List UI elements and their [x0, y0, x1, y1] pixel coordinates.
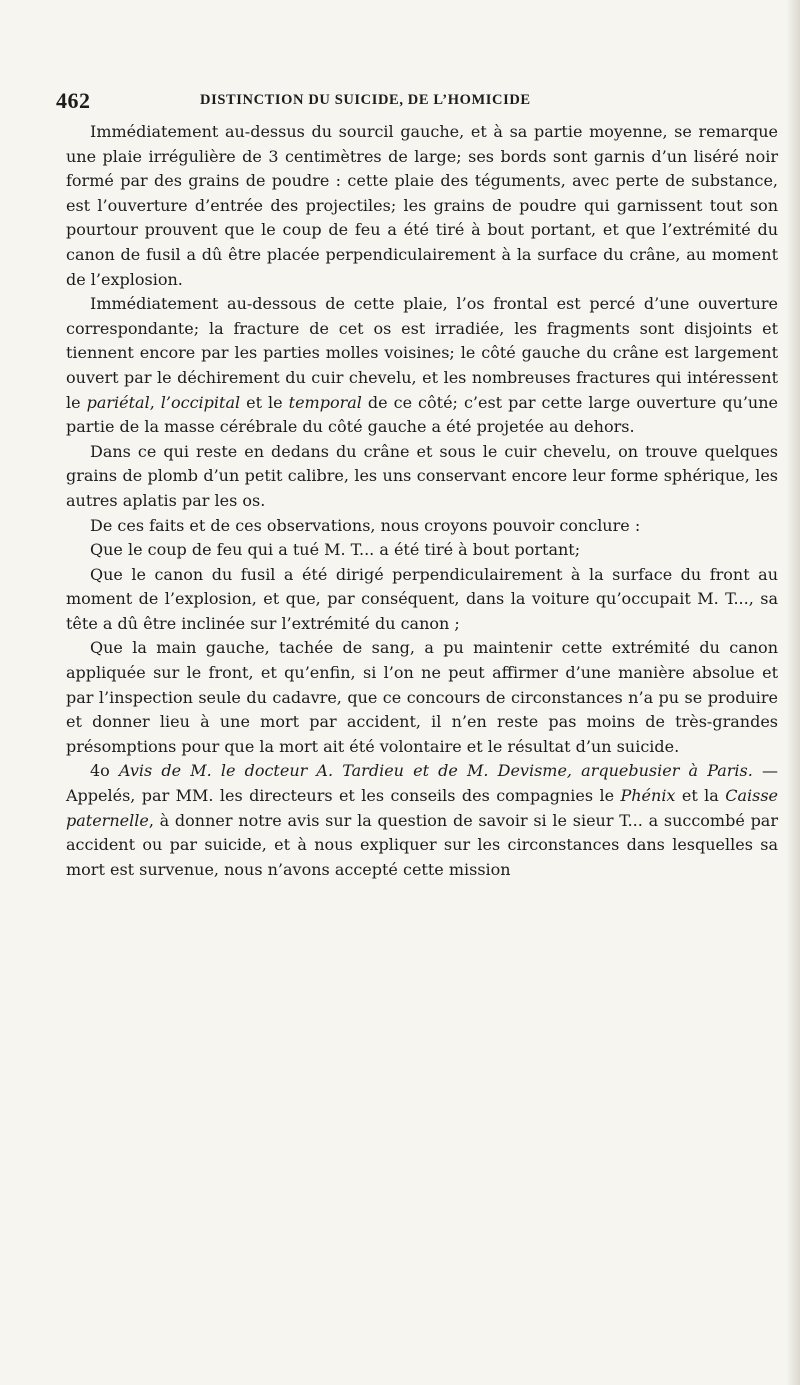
paragraph: Dans ce qui reste en dedans du crâne et sous le cuir chevelu, on trouve quelques grains de plomb d’un petit calibre, les uns conservant encore leur forme sphérique, les autres aplatis par les os.	[66, 441, 778, 510]
text-run: , à donner notre avis sur la question de savoir si le sieur T... a succombé par accident ou par suicide, et à nous expliquer sur les circonstances dans lesquelles sa mort est survenue, nous n’avons accepté cette mission	[66, 810, 778, 879]
paragraph: Que la main gauche, tachée de sang, a pu maintenir cette extrémité du canon appliquée sur le front, et qu’enfin, si l’on ne peut affirmer d’une manière absolue et par l’inspection seule du cadavre, que ce concours de circonstances n’a pu se produire et donner lieu à une mort par accident, il n’en reste pas moins de très-grandes présomptions pour que la mort ait été volontaire et le résultat d’un suicide.	[66, 638, 778, 756]
text-run: 4o	[90, 761, 119, 781]
paragraph: Immédiatement au-dessus du sourcil gauche, et à sa partie moyenne, se remarque une plaie irrégulière de 3 centimètres de large; ses bords sont garnis d’un liséré noir formé par des grains de poudre : cette plaie des téguments, avec perte de substance, est l’ouverture d’entrée des projectiles; les grains de poudre qui garnissent tout son pourtour prouvent que le coup de feu a été tiré à bout portant, et que l’extrémité du canon de fusil a dû être placée perpendiculairement à la surface du crâne, au moment de l’explosion.	[66, 122, 778, 289]
paragraph: De ces faits et de ces observations, nous croyons pouvoir conclure :	[90, 515, 641, 535]
italic-term-occipital: l’occipital	[160, 392, 241, 412]
running-title: DISTINCTION DU SUICIDE, DE L’HOMICIDE	[200, 92, 531, 108]
page-number: 462	[56, 88, 91, 113]
page-edge-shadow	[786, 0, 800, 1385]
paragraph	[66, 292, 778, 440]
italic-company-caisse-paternelle: Caisse paternelle	[66, 786, 778, 830]
page-header	[56, 88, 778, 118]
body-text	[66, 120, 778, 882]
italic-term-parietal: pariétal	[86, 392, 150, 412]
text-run: — Appelés, par MM. les directeurs et les conseils des compagnies le	[66, 761, 778, 806]
book-page	[56, 88, 778, 882]
text-run: et la	[675, 786, 726, 806]
text-run: et le	[240, 392, 289, 412]
text-run: ,	[149, 392, 161, 412]
italic-term-temporal: temporal	[288, 392, 362, 412]
text-run: de ce côté; c’est par cette large ouverture qu’une partie de la masse cérébrale du côté gauche a été projetée au dehors.	[66, 392, 778, 437]
paragraph	[66, 759, 778, 882]
italic-company-phenix: Phénix	[620, 786, 676, 806]
italic-section-heading: Avis de M. le docteur A. Tardieu et de M. Devisme, arquebusier à Paris.	[118, 761, 753, 781]
text-run: Immédiatement au-dessous de cette plaie, l’os frontal est percé d’une ouverture correspondante; la fracture de cet os est irradiée, les fragments sont disjoints et tiennent encore par les parties molles voisines; le côté gauche du crâne est largement ouvert par le déchirement du cuir chevelu, et les nombreuses fractures qui intéressent le	[66, 294, 778, 412]
paragraph: Que le coup de feu qui a tué M. T... a été tiré à bout portant;	[90, 540, 581, 560]
paragraph: Que le canon du fusil a été dirigé perpendiculairement à la surface du front au moment de l’explosion, et que, par conséquent, dans la voiture qu’occupait M. T..., sa tête a dû être inclinée sur l’extrémité du canon ;	[66, 564, 778, 633]
